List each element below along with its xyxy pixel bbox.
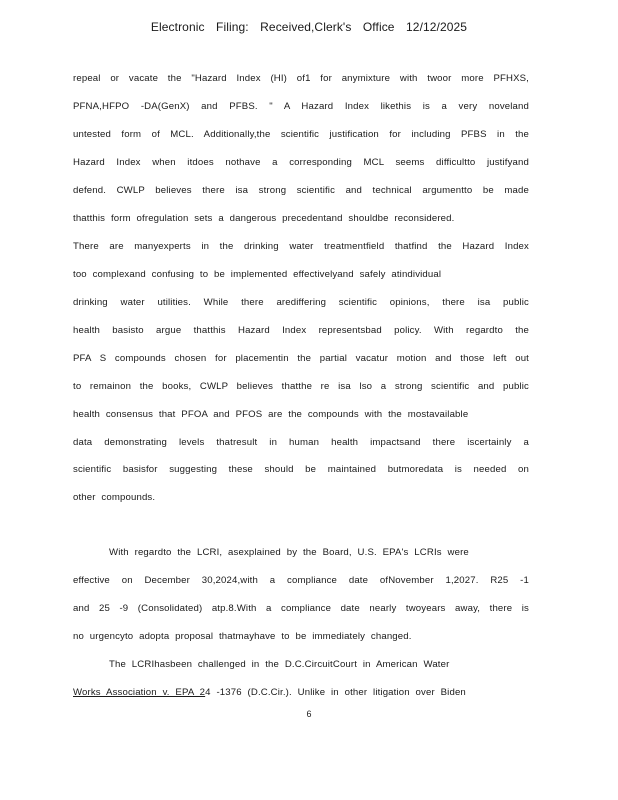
text-line: drinking water utilities. While there arediffering scientific opinions, there isa public <box>73 297 529 308</box>
text-line: too complexand confusing to be implemented effectivelyand safely atindividual <box>73 269 442 280</box>
text-line: thatthis form ofregulation sets a dangerous precedentand shouldbe reconsidered. <box>73 213 455 224</box>
text-segment: 4 -1376 (D.C.Cir.). Unlike in other litigation over Biden <box>205 687 466 698</box>
text-line: Hazard Index when itdoes nothave a corresponding MCL seems difficultto justifyand <box>73 157 529 168</box>
text-line: data demonstrating levels thatresult in human health impactsand there iscertainly a <box>73 437 529 448</box>
case-citation: Works Association v. EPA 2 <box>73 687 206 698</box>
text-line: untested form of MCL. Additionally,the scientific justification for including PFBS in the <box>73 129 529 140</box>
filing-stamp-header: Electronic Filing: Received,Clerk's Office 12/12/2025 <box>150 20 468 34</box>
text-line: effective on December 30,2024,with a compliance date ofNovember 1,2027. R25 -1 <box>73 575 529 586</box>
text-line: PFA S compounds chosen for placementin the partial vacatur motion and those left out <box>73 353 529 364</box>
text-line: PFNA,HFPO -DA(GenX) and PFBS. " A Hazard Index likethis is a very noveland <box>73 101 529 112</box>
text-line: defend. CWLP believes there isa strong scientific and technical argumentto be made <box>73 185 529 196</box>
text-line: repeal or vacate the "Hazard Index (HI) of1 for anymixture with twoor more PFHXS, <box>73 73 529 84</box>
text-line: and 25 -9 (Consolidated) atp.8.With a compliance date nearly twoyears away, there is <box>73 603 529 614</box>
text-line: scientific basisfor suggesting these should be maintained butmoredata is needed on <box>73 464 529 475</box>
text-line: health basisto argue thatthis Hazard Index representsbad policy. With regardto the <box>73 325 529 336</box>
page-number: 6 <box>306 709 312 719</box>
text-line: to remainon the books, CWLP believes thatthe re isa lso a strong scientific and public <box>73 381 529 392</box>
text-line: The LCRIhasbeen challenged in the D.C.CircuitCourt in American Water <box>109 659 450 670</box>
text-line: With regardto the LCRI, asexplained by the Board, U.S. EPA's LCRIs were <box>109 547 469 558</box>
text-line: no urgencyto adopta proposal thatmayhave to be immediately changed. <box>73 631 412 642</box>
text-line: There are manyexperts in the drinking water treatmentfield thatfind the Hazard Index <box>73 241 529 252</box>
text-line <box>73 686 529 700</box>
text-line: other compounds. <box>73 492 156 503</box>
text-line: health consensus that PFOA and PFOS are the compounds with the mostavailable <box>73 409 469 420</box>
